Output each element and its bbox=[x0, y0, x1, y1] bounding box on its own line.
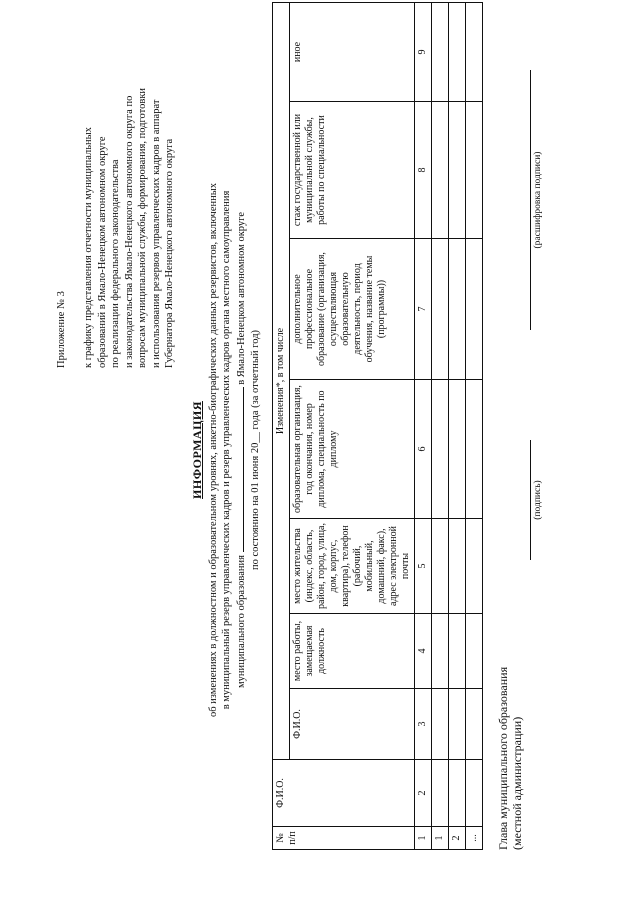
table-cell[interactable] bbox=[432, 3, 449, 102]
header-line-3b: в Ямало-Ненецком автономном округе bbox=[235, 212, 247, 385]
table-cell[interactable] bbox=[432, 239, 449, 380]
table-subheader-row bbox=[290, 3, 415, 850]
header-line-4: по состоянию на 01 июня 20__ года (за отчетный год) bbox=[249, 329, 261, 571]
signature-label: (подпись) bbox=[533, 480, 543, 520]
col-residence: место жительства (индекс, область, район, город, улица, дом, корпус, квартира), телефон (рабочий, мобильный, домашний, факс), адрес электронной почты bbox=[290, 519, 415, 614]
appendix-line: к графику представления отчетности муниципальных bbox=[83, 127, 95, 368]
table-number-cell: 5 bbox=[415, 519, 432, 614]
appendix-line: по реализации федерального законодательства bbox=[110, 159, 122, 368]
header-line-3 bbox=[234, 170, 249, 730]
table-number-cell: 6 bbox=[415, 380, 432, 519]
header-line-3a: муниципального образования bbox=[235, 555, 247, 688]
table-cell[interactable] bbox=[466, 3, 483, 102]
table-number-cell: 1 bbox=[415, 827, 432, 850]
table-cell[interactable] bbox=[432, 102, 449, 239]
col-education: образовательная организация, год окончания, номер диплома, специальность по диплому bbox=[290, 380, 415, 519]
header-line-1: об изменениях в должностном и образовательном уровнях, анкетно-биографических данных резервистов, включенных bbox=[207, 182, 219, 718]
table-cell[interactable] bbox=[466, 689, 483, 760]
table-cell[interactable] bbox=[449, 760, 466, 827]
appendix-line: и законодательства Ямало-Ненецкого автономного округа по bbox=[123, 95, 135, 368]
table-row bbox=[432, 3, 449, 850]
table-cell[interactable] bbox=[466, 380, 483, 519]
table-cell[interactable] bbox=[432, 519, 449, 614]
document-title: ИНФОРМАЦИЯ bbox=[190, 401, 204, 499]
signatory-subtitle: (местной администрации) bbox=[509, 716, 524, 850]
table-cell[interactable] bbox=[449, 239, 466, 380]
table-number-cell: 4 bbox=[415, 614, 432, 689]
table-cell[interactable] bbox=[432, 614, 449, 689]
col-fio: Ф.И.О. bbox=[290, 689, 415, 760]
table-number-cell: 2 bbox=[415, 760, 432, 827]
appendix-line: вопросам муниципальной службы, формирования, подготовки bbox=[137, 87, 149, 368]
signature-line bbox=[530, 440, 543, 560]
table-cell[interactable] bbox=[466, 519, 483, 614]
appendix-line: и использования резервов управленческих кадров в аппарат bbox=[150, 99, 162, 368]
table-number-cell: 3 bbox=[415, 689, 432, 760]
col-other: иное bbox=[290, 3, 415, 102]
table-cell[interactable] bbox=[449, 614, 466, 689]
appendix-line: образований в Ямало-Ненецком автономном округе bbox=[96, 136, 108, 368]
col-fio-group: Ф.И.О. bbox=[273, 760, 415, 827]
col-service: стаж государственной или муниципальной службы, работы по специальности bbox=[290, 102, 415, 239]
col-additional: дополнительное профессиональное образование (организация, осуществляющая образовательную деятельность, период обучения, название темы (программы)) bbox=[290, 239, 415, 380]
col-no: № п/п bbox=[273, 827, 415, 850]
document-header bbox=[190, 170, 262, 730]
table-cell[interactable] bbox=[466, 102, 483, 239]
table-number-cell: 7 bbox=[415, 239, 432, 380]
appendix-title: Приложение № 3 bbox=[56, 291, 67, 368]
col-work: место работы, замещаемая должность bbox=[290, 614, 415, 689]
municipality-blank bbox=[234, 387, 244, 552]
signature-decode-line bbox=[530, 70, 543, 330]
table-number-cell: 9 bbox=[415, 3, 432, 102]
table-header-row bbox=[273, 3, 290, 850]
table-cell[interactable] bbox=[466, 239, 483, 380]
appendix-block bbox=[55, 18, 177, 368]
table-cell[interactable] bbox=[432, 689, 449, 760]
table-cell[interactable] bbox=[449, 3, 466, 102]
signatory-title: Глава муниципального образования bbox=[496, 666, 510, 850]
table-cell[interactable] bbox=[466, 614, 483, 689]
table-number-cell: 8 bbox=[415, 102, 432, 239]
table-row bbox=[466, 3, 483, 850]
table-number-row bbox=[415, 3, 432, 850]
table-cell[interactable] bbox=[449, 519, 466, 614]
table-cell[interactable] bbox=[466, 760, 483, 827]
table-cell[interactable] bbox=[449, 689, 466, 760]
header-line-2: в муниципальный резерв управленческих кадров и резерв управленческих кадров органа местного самоуправления bbox=[221, 190, 233, 710]
table-row bbox=[449, 3, 466, 850]
table-cell[interactable] bbox=[432, 760, 449, 827]
signature-decode-label: (расшифровка подписи) bbox=[533, 151, 543, 249]
col-changes: Изменения*, в том числе bbox=[273, 3, 290, 760]
signatory-block bbox=[497, 667, 525, 850]
table-cell[interactable] bbox=[449, 380, 466, 519]
appendix-line: Губернатора Ямало-Ненецкого автономного округа bbox=[164, 138, 176, 368]
table-cell[interactable] bbox=[449, 102, 466, 239]
table-cell[interactable] bbox=[432, 380, 449, 519]
row-number: 1 bbox=[432, 827, 449, 850]
info-table bbox=[272, 2, 483, 850]
row-number: 2 bbox=[449, 827, 466, 850]
row-number: ... bbox=[466, 827, 483, 850]
